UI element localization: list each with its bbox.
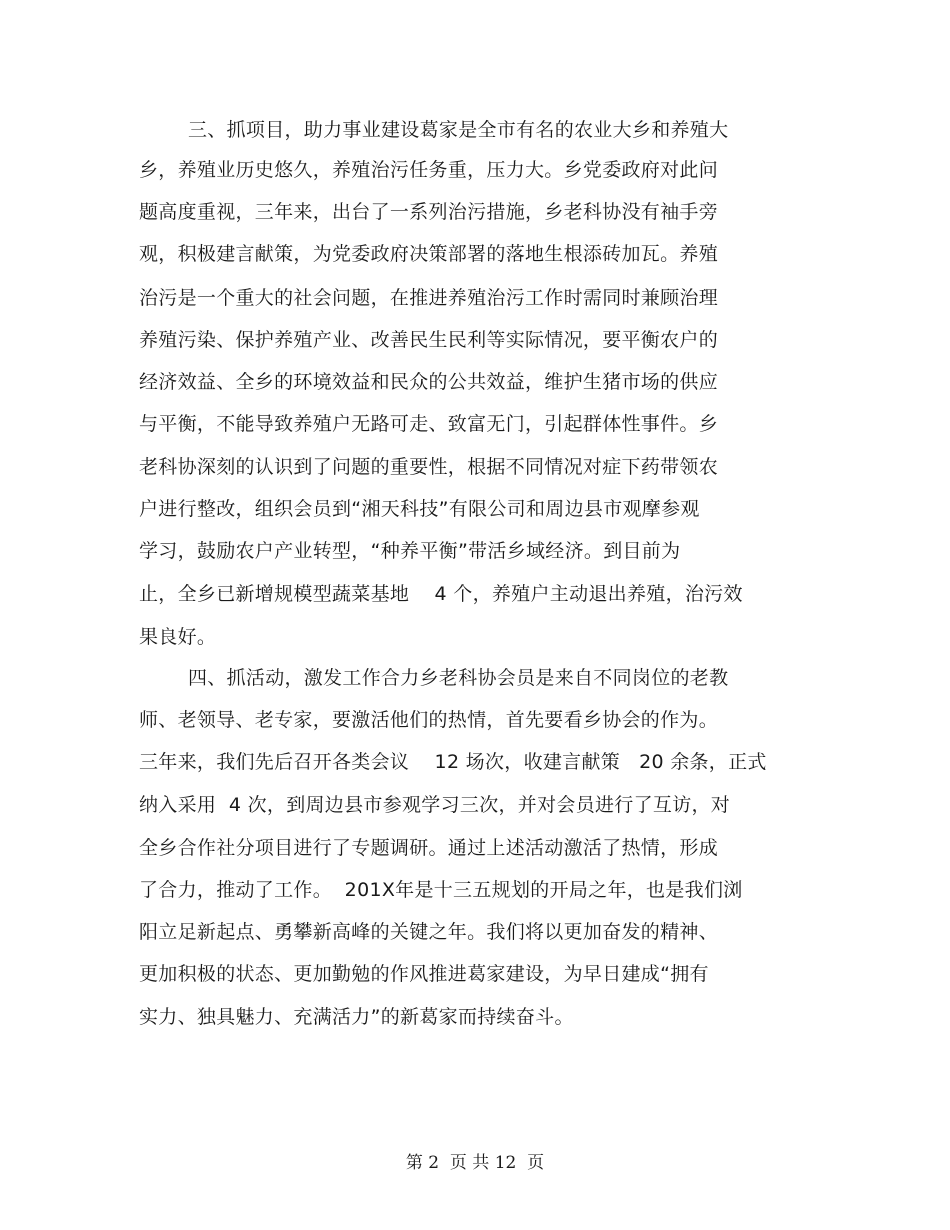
text-line: 乡，养殖业历史悠久，养殖治污任务重，压力大。乡党委政府对此问 <box>139 159 719 181</box>
text-line: 三年来，我们先后召开各类会议 12 场次，收建言献策 20 余条，正式 <box>139 751 767 773</box>
text-line: 阳立足新起点、勇攀新高峰的关键之年。我们将以更加奋发的精神、 <box>139 921 719 943</box>
text-line: 与平衡，不能导致养殖户无路可走、致富无门，引起群体性事件。乡 <box>139 413 719 435</box>
text-line: 题高度重视，三年来，出台了一系列治污措施，乡老科协没有袖手旁 <box>139 201 719 223</box>
page-number-footer: 第 2 页 共 12 页 <box>405 1153 545 1173</box>
text-line: 了合力，推动了工作。 201X年是十三五规划的开局之年，也是我们浏 <box>139 879 743 901</box>
text-line: 经济效益、全乡的环境效益和民众的公共效益，维护生猪市场的供应 <box>139 371 719 393</box>
text-line: 治污是一个重大的社会问题，在推进养殖治污工作时需同时兼顾治理 <box>139 287 719 309</box>
text-line: 更加积极的状态、更加勤勉的作风推进葛家建设，为早日建成“拥有 <box>139 963 709 985</box>
text-line: 实力、独具魅力、充满活力”的新葛家而持续奋斗。 <box>139 1006 574 1028</box>
text-line: 师、老领导、老专家，要激活他们的热情，首先要看乡协会的作为。 <box>139 709 719 731</box>
text-line: 养殖污染、保护养殖产业、改善民生民利等实际情况，要平衡农户的 <box>139 329 719 351</box>
text-line: 老科协深刻的认识到了问题的重要性，根据不同情况对症下药带领农 <box>139 456 719 478</box>
text-line: 四、抓活动，激发工作合力乡老科协会员是来自不同岗位的老教 <box>188 667 729 689</box>
text-line: 止，全乡已新增规模型蔬菜基地 4 个，养殖户主动退出养殖，治污效 <box>139 583 743 605</box>
text-line: 果良好。 <box>139 626 217 648</box>
text-line: 户进行整改，组织会员到“湘天科技”有限公司和周边县市观摩参观 <box>139 498 700 520</box>
text-line: 纳入采用 4 次，到周边县市参观学习三次，并对会员进行了互访，对 <box>139 794 731 816</box>
text-line: 全乡合作社分项目进行了专题调研。通过上述活动激活了热情，形成 <box>139 837 719 859</box>
text-line: 学习，鼓励农户产业转型，“种养平衡”带活乡域经济。到目前为 <box>139 540 681 562</box>
text-line: 三、抓项目，助力事业建设葛家是全市有名的农业大乡和养殖大 <box>188 119 729 141</box>
text-line: 观，积极建言献策，为党委政府决策部署的落地生根添砖加瓦。养殖 <box>139 243 719 265</box>
